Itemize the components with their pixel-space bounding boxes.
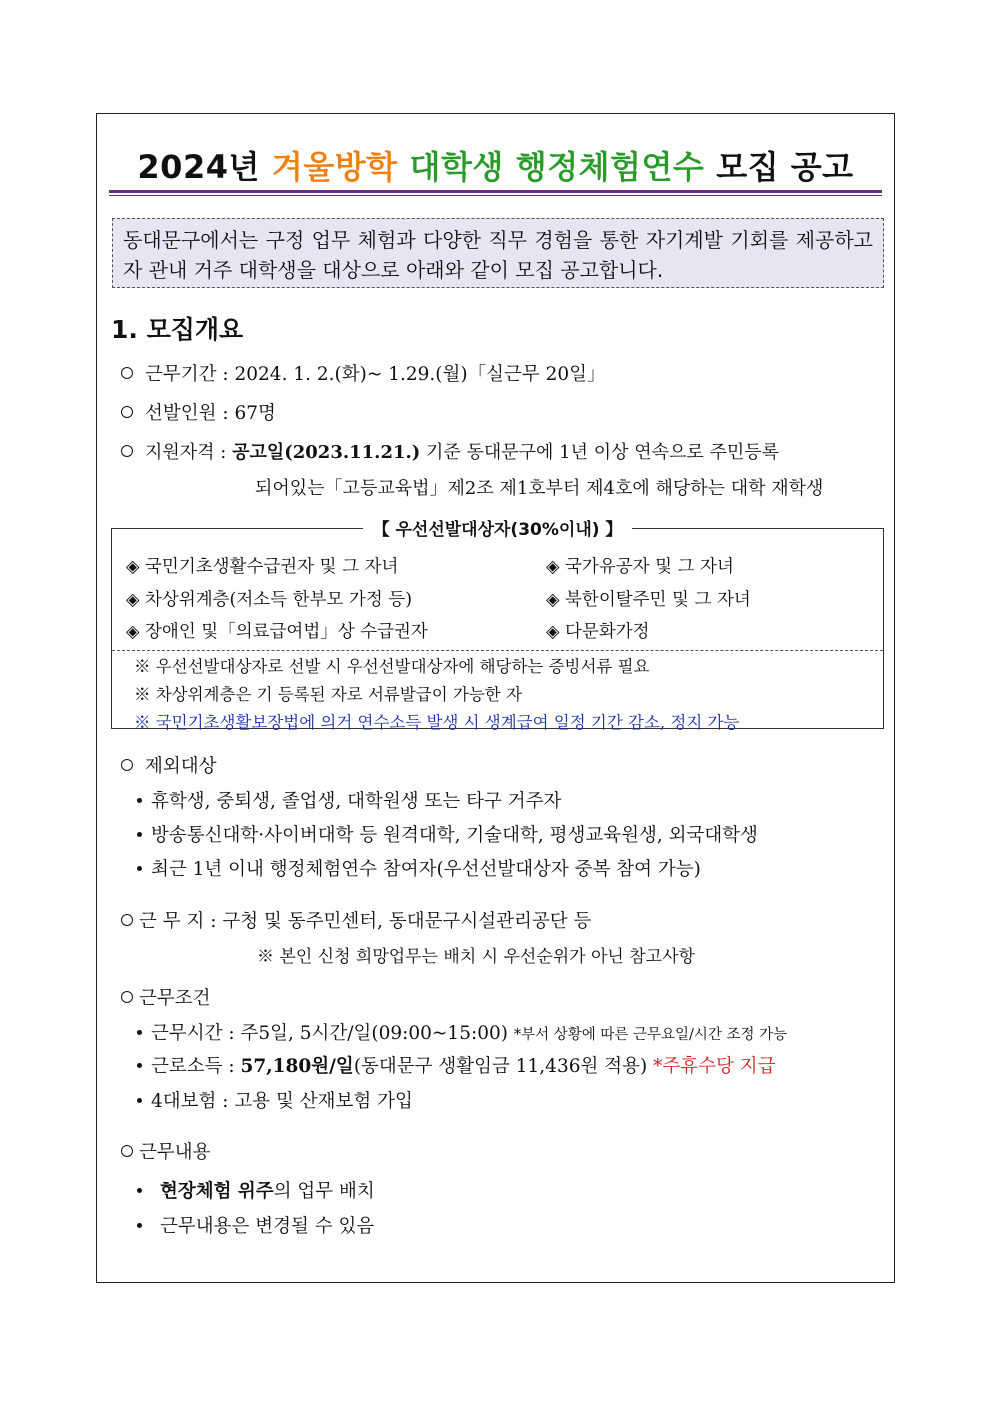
pay-row — [137, 1052, 775, 1078]
qualification-row — [121, 438, 779, 464]
pay-label: 근로소득 : — [151, 1056, 235, 1077]
circle-bullet-icon — [121, 367, 133, 379]
priority-item: ◈ 차상위계층(저소득 한부모 가정 등) — [126, 590, 413, 610]
dot-bullet-icon — [137, 1030, 142, 1035]
title-divider — [109, 190, 882, 193]
title-program: 행정체험연수 — [515, 148, 705, 186]
priority-item: ◈ 북한이탈주민 및 그 자녀 — [546, 590, 751, 610]
qualification-date: 공고일(2023.11.21.) — [232, 442, 421, 463]
headcount-row — [121, 399, 276, 425]
dot-bullet-icon — [137, 1223, 142, 1228]
title-rest: 모집 공고 — [716, 148, 854, 186]
qualification-line2: 되어있는「고등교육법」제2조 제1호부터 제4호에 해당하는 대학 재학생 — [255, 478, 824, 499]
duties-heading — [121, 1138, 210, 1164]
duties-item-bold: 현장체험 위주 — [160, 1181, 274, 1202]
notice-frame — [96, 113, 895, 1283]
workplace-row — [121, 907, 591, 933]
circle-bullet-icon — [121, 759, 133, 771]
exclusion-item — [137, 855, 701, 881]
workplace-value: 구청 및 동주민센터, 동대문구시설관리공단 등 — [222, 911, 592, 932]
conditions-label: 근무조건 — [139, 988, 211, 1009]
dot-bullet-icon — [137, 1098, 142, 1103]
exclusion-heading — [121, 752, 216, 778]
headcount-label: 선발인원 : — [145, 403, 229, 424]
insurance-row — [137, 1087, 413, 1113]
priority-item: ◈ 장애인 및「의료급여법」상 수급권자 — [126, 622, 428, 642]
priority-box — [111, 520, 884, 732]
circle-bullet-icon — [121, 406, 133, 418]
period-row — [121, 360, 606, 386]
priority-note: ※ 우선선발대상자로 선발 시 우선선발대상자에 해당하는 증빙서류 필요 — [134, 657, 650, 676]
priority-item: ◈ 국민기초생활수급권자 및 그 자녀 — [126, 557, 399, 577]
pay-value: 57,180원/일 — [240, 1056, 354, 1077]
exclusion-item-text: 방송통신대학·사이버대학 등 원격대학, 기술대학, 평생교육원생, 외국대학생 — [151, 825, 758, 846]
conditions-heading — [121, 984, 210, 1010]
duties-item-text: 의 업무 배치 — [273, 1181, 375, 1202]
qualification-line1: 기준 동대문구에 1년 이상 연속으로 주민등록 — [420, 442, 780, 463]
title-divider-thin — [109, 195, 882, 196]
pay-note: *주휴수당 지급 — [653, 1056, 776, 1077]
insurance-label: 4대보험 : — [151, 1091, 229, 1112]
circle-bullet-icon — [121, 445, 133, 457]
duties-item-text: 근무내용은 변경될 수 있음 — [160, 1216, 375, 1237]
exclusion-item — [137, 821, 758, 847]
duties-item — [137, 1177, 375, 1203]
title-year: 2024년 — [137, 148, 260, 186]
title-target: 대학생 — [409, 148, 504, 186]
exclusion-item — [137, 787, 561, 813]
priority-note: ※ 차상위계층은 기 등록된 자로 서류발급이 가능한 자 — [134, 685, 522, 704]
priority-note-benefit: ※ 국민기초생활보장법에 의거 연수소득 발생 시 생계급여 일정 기간 감소, 정지 가능 — [134, 713, 740, 732]
intro-box: 동대문구에서는 구정 업무 체험과 다양한 직무 경험을 통한 자기계발 기회를 제공하고자 관내 거주 대학생을 대상으로 아래와 같이 모집 공고합니다. — [112, 218, 884, 288]
page-title — [97, 142, 894, 188]
insurance-value: 고용 및 산재보험 가입 — [234, 1091, 413, 1112]
dot-bullet-icon — [137, 832, 142, 837]
dot-bullet-icon — [137, 1063, 142, 1068]
duties-label: 근무내용 — [139, 1142, 211, 1163]
hours-row — [137, 1019, 787, 1045]
exclusion-item-text: 휴학생, 중퇴생, 졸업생, 대학원생 또는 타구 거주자 — [151, 791, 562, 812]
hours-label: 근무시간 : — [151, 1023, 235, 1044]
exclusion-label: 제외대상 — [145, 756, 217, 777]
hours-note: *부서 상황에 따른 근무요일/시간 조정 가능 — [513, 1027, 788, 1043]
qualification-label: 지원자격 : — [145, 442, 227, 463]
dot-bullet-icon — [137, 866, 142, 871]
circle-bullet-icon — [121, 914, 133, 926]
priority-title: 【 우선선발대상자(30%이내) 】 — [363, 515, 633, 540]
period-value: 2024. 1. 2.(화)~ 1.29.(월)「실근무 20일」 — [234, 364, 606, 385]
circle-bullet-icon — [121, 1145, 133, 1157]
dot-bullet-icon — [137, 798, 142, 803]
priority-divider — [112, 650, 883, 651]
priority-item: ◈ 다문화가정 — [546, 622, 650, 642]
pay-detail: (동대문구 생활임금 11,436원 적용) — [353, 1056, 648, 1077]
hours-value: 주5일, 5시간/일(09:00~15:00) — [240, 1023, 508, 1044]
exclusion-item-text: 최근 1년 이내 행정체험연수 참여자(우선선발대상자 중복 참여 가능) — [151, 859, 701, 880]
section-heading: 1. 모집개요 — [111, 315, 244, 344]
circle-bullet-icon — [121, 991, 133, 1003]
duties-item — [137, 1212, 374, 1238]
priority-item: ◈ 국가유공자 및 그 자녀 — [546, 557, 734, 577]
workplace-note: ※ 본인 신청 희망업무는 배치 시 우선순위가 아닌 참고사항 — [257, 947, 695, 967]
headcount-value: 67명 — [234, 403, 276, 424]
period-label: 근무기간 : — [145, 364, 229, 385]
workplace-label: 근 무 지 : — [139, 911, 217, 932]
dot-bullet-icon — [137, 1188, 142, 1193]
title-season: 겨울방학 — [271, 148, 398, 186]
